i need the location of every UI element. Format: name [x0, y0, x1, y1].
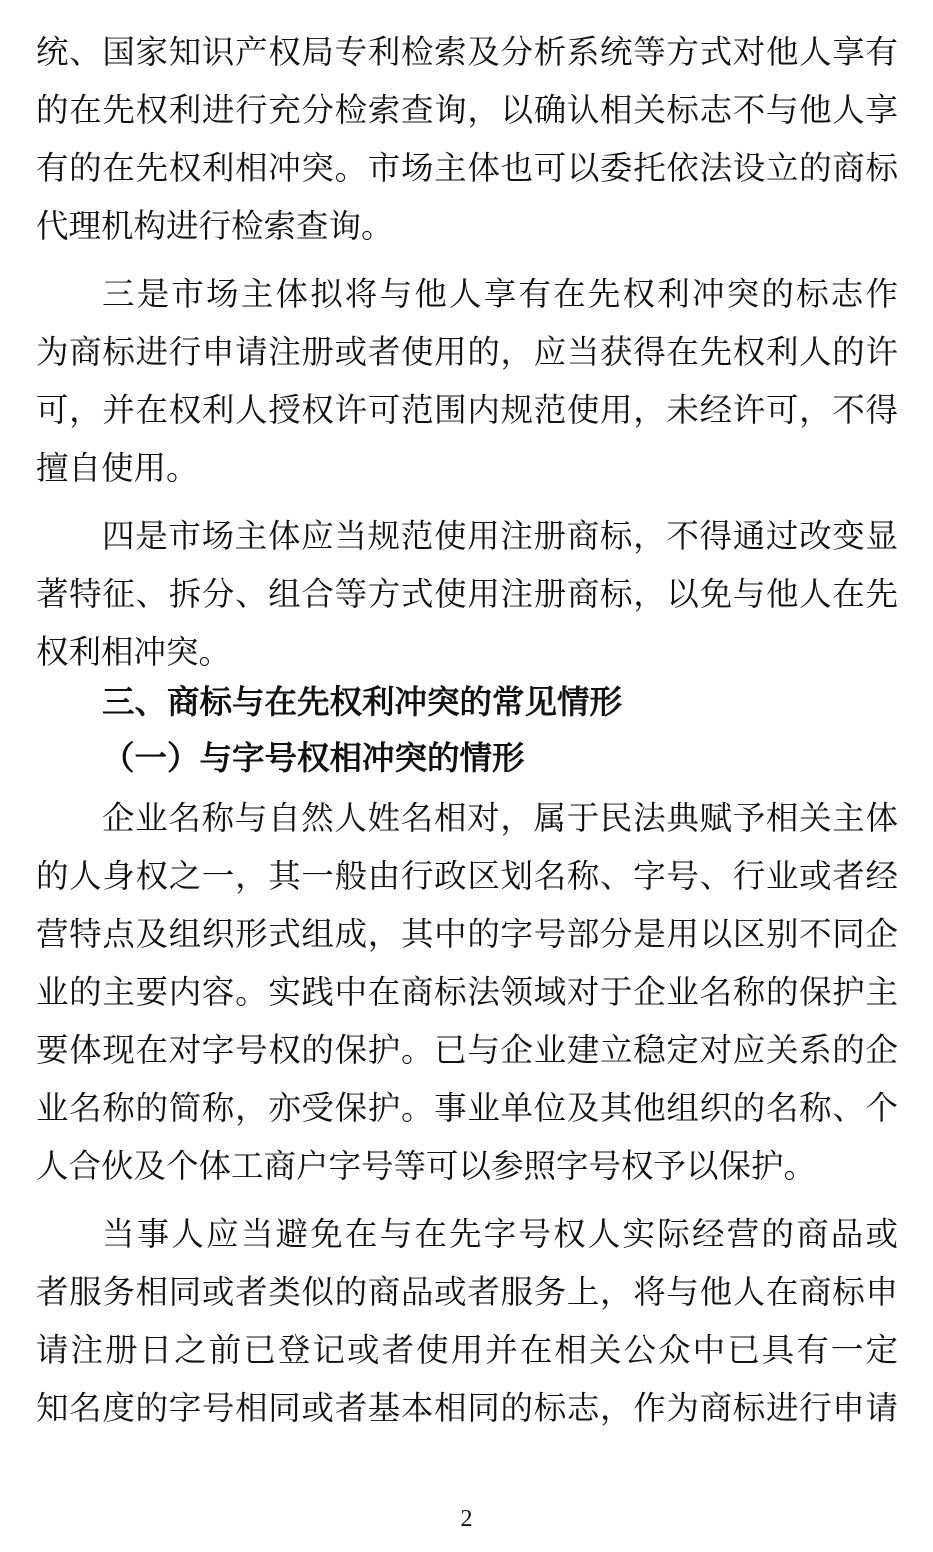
text-line: 著特征、拆分、组合等方式使用注册商标，以免与他人在先: [36, 575, 898, 613]
section-heading: 三、商标与在先权利冲突的常见情形: [102, 683, 623, 721]
text-line: 的在先权利进行充分检索查询，以确认相关标志不与他人享: [36, 91, 898, 129]
text-line: 权利相冲突。: [36, 633, 232, 671]
text-line: 代理机构进行检索查询。: [36, 207, 394, 245]
paragraph-first-line: 当事人应当避免在与在先字号权人实际经营的商品或: [102, 1215, 898, 1253]
text-line: 人合伙及个体工商户字号等可以参照字号权予以保护。: [36, 1147, 817, 1185]
text-line: 可，并在权利人授权许可范围内规范使用，未经许可，不得: [36, 391, 898, 429]
paragraph-first-line: 三是市场主体拟将与他人享有在先权利冲突的标志作: [102, 275, 898, 313]
text-line: 统、国家知识产权局专利检索及分析系统等方式对他人享有: [36, 33, 898, 71]
subsection-heading: （一）与字号权相冲突的情形: [102, 739, 525, 777]
page-number: 2: [460, 1506, 473, 1532]
paragraph-first-line: 企业名称与自然人姓名相对，属于民法典赋予相关主体: [102, 799, 898, 837]
text-line: 业的主要内容。实践中在商标法领域对于企业名称的保护主: [36, 973, 898, 1011]
text-line: 有的在先权利相冲突。市场主体也可以委托依法设立的商标: [36, 149, 898, 187]
text-line: 的人身权之一，其一般由行政区划名称、字号、行业或者经: [36, 857, 898, 895]
paragraph-first-line: 四是市场主体应当规范使用注册商标，不得通过改变显: [102, 517, 898, 555]
text-line: 营特点及组织形式组成，其中的字号部分是用以区别不同企: [36, 915, 898, 953]
text-line: 请注册日之前已登记或者使用并在相关公众中已具有一定: [36, 1331, 898, 1369]
text-line: 要体现在对字号权的保护。已与企业建立稳定对应关系的企: [36, 1031, 898, 1069]
text-line: 业名称的简称，亦受保护。事业单位及其他组织的名称、个: [36, 1089, 898, 1127]
text-line: 为商标进行申请注册或者使用的，应当获得在先权利人的许: [36, 333, 898, 371]
text-line: 者服务相同或者类似的商品或者服务上，将与他人在商标申: [36, 1273, 898, 1311]
text-line: 知名度的字号相同或者基本相同的标志，作为商标进行申请: [36, 1389, 898, 1427]
text-line: 擅自使用。: [36, 449, 199, 487]
